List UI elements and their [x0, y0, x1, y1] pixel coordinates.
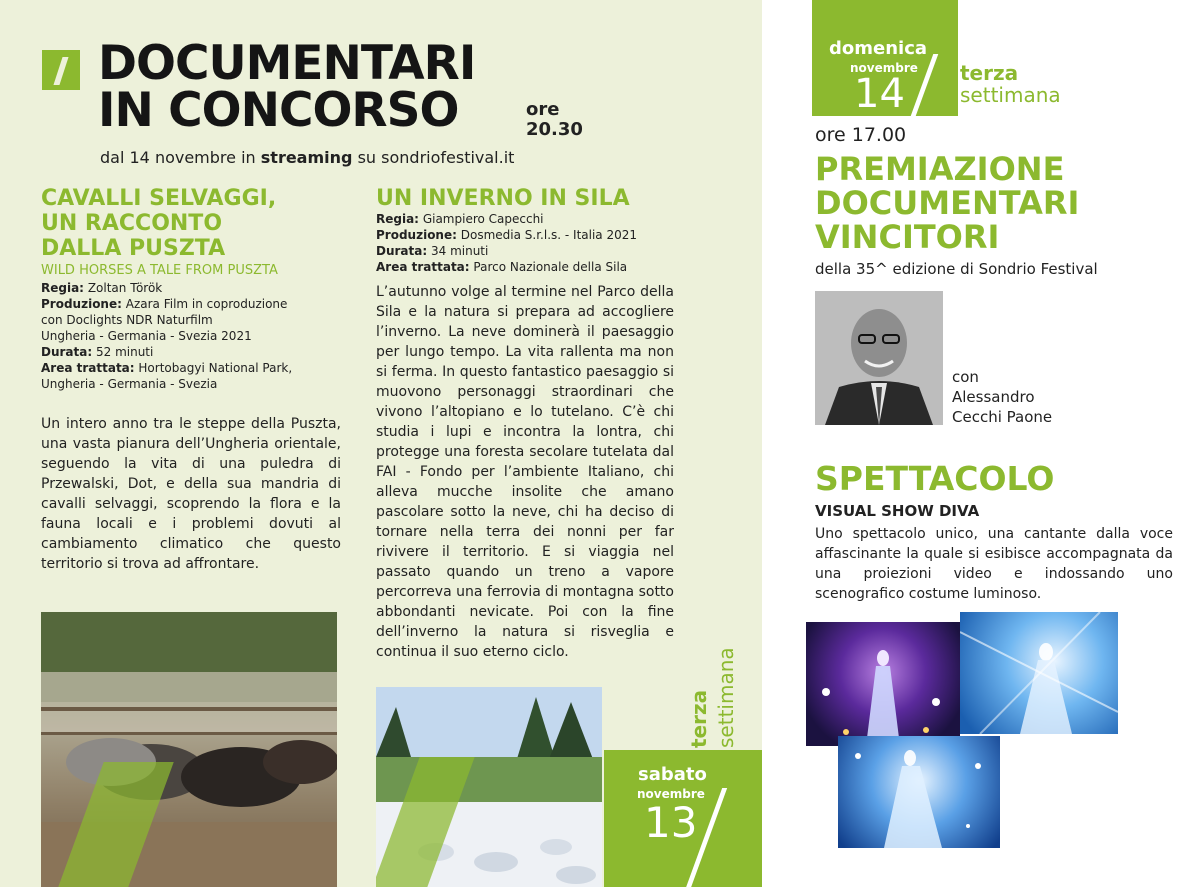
- doc1-title: [41, 186, 341, 261]
- week-label-left-sett: [712, 647, 742, 748]
- doc2-regia-value: Giampiero Capecchi: [422, 212, 544, 226]
- doc2-durata-value: 34 minuti: [430, 244, 489, 258]
- doc1-area-value-1: Hortobagyi National Park,: [138, 361, 293, 375]
- sila-winter-photo: [376, 687, 602, 887]
- date-left-month: novembre: [637, 787, 705, 801]
- week-label-right: [960, 62, 1061, 106]
- light-illustration: [960, 612, 1118, 734]
- wild-horses-photo: [41, 612, 337, 887]
- doc2-produzione-label: Produzione:: [376, 228, 457, 242]
- date-right-number: 14: [854, 71, 905, 117]
- page-title: [98, 36, 476, 138]
- host-con: con: [952, 368, 979, 386]
- show-photo-dress: [838, 736, 1000, 848]
- date-right-day: domenica: [829, 38, 928, 59]
- date-right-month: novembre: [850, 61, 918, 75]
- host-portrait: [815, 291, 943, 425]
- doc1-durata-value: 52 minuti: [95, 345, 154, 359]
- doc2-description: L’autunno volge al termine nel Parco della Sila e la natura si prepara ad accogliere l’inverno. La neve dominerà il paesaggio per lungo tempo. La vita rallenta ma non si ferma. In questo fantastico paesaggio si muovono personaggi straordinari che vivono l’altopiano e lo tutelano. C’è chi studia i lupi e incontra la lontra, chi protegge una foresta secolare tutelata dal FAI - Fondo per l’ambiente Italiano, chi alleva mucche insolite che amano pascolare sotto la neve, chi ha deciso di tornare nella terra dei nonni per far rivivere il territorio. E si viaggia nel passato quando un treno a vapore percorreva una ferrovia di montagna sotto abbondanti nevicate. Poi con la fine dell’inverno la natura si risveglia e continua il suo eterno ciclo.: [376, 284, 674, 660]
- doc1-title-line3: DALLA PUSZTA: [41, 236, 226, 261]
- show-photo-light: [960, 612, 1118, 734]
- subtitle-streaming: streaming: [260, 148, 353, 167]
- doc2-block: [376, 186, 676, 275]
- doc2-produzione-value: Dosmedia S.r.l.s. - Italia 2021: [460, 228, 637, 242]
- doc1-title-line2: UN RACCONTO: [41, 211, 223, 236]
- doc1-produzione-value-1: Azara Film in coproduzione: [125, 297, 288, 311]
- doc1-produzione-label: Produzione:: [41, 297, 122, 311]
- week-left-settimana: settimana: [714, 647, 738, 748]
- spettacolo-description: Uno spettacolo unico, una cantante dalla voce affascinante la quale si esibisce accompagnata da una proiezioni video e indossando uno scenografico costume luminoso.: [815, 526, 1173, 602]
- dress-illustration: [838, 736, 1000, 848]
- time-value: 20.30: [526, 119, 583, 140]
- doc1-area-label: Area trattata:: [41, 361, 135, 375]
- premiazione-title-line1: PREMIAZIONE: [815, 150, 1065, 188]
- date-left-number: 13: [644, 798, 698, 847]
- doc1-title-line1: CAVALLI SELVAGGI,: [41, 186, 277, 211]
- doc1-block: [41, 186, 341, 392]
- host-name-line1: Alessandro: [952, 388, 1035, 406]
- doc2-durata-label: Durata:: [376, 244, 428, 258]
- doc1-english-title: WILD HORSES A TALE FROM PUSZTA: [41, 263, 278, 278]
- spettacolo-title: SPETTACOLO: [815, 459, 1055, 498]
- week-right-terza: terza: [960, 61, 1019, 85]
- doc1-regia-label: Regia:: [41, 281, 84, 295]
- title-line-1: DOCUMENTARI: [98, 36, 476, 91]
- premiazione-title-line3: VINCITORI: [815, 218, 1000, 256]
- host-name-line2: Cecchi Paone: [952, 408, 1053, 426]
- screening-time: [526, 100, 583, 140]
- doc2-area-label: Area trattata:: [376, 260, 470, 274]
- subtitle-prefix: dal 14 novembre in: [100, 148, 256, 167]
- doc2-title: UN INVERNO IN SILA: [376, 186, 630, 211]
- doc1-regia-value: Zoltan Török: [87, 281, 163, 295]
- subtitle-suffix: su sondriofestival.it: [357, 148, 515, 167]
- show-photo-stage: [806, 622, 960, 746]
- streaming-subtitle: [100, 148, 514, 167]
- doc1-meta: [41, 280, 341, 392]
- doc1-area-value-2: Ungheria - Germania - Svezia: [41, 377, 218, 391]
- date-badge-sabato: [604, 750, 762, 887]
- week-left-terza: terza: [687, 689, 711, 748]
- stage-illustration: [806, 622, 960, 746]
- doc1-description: Un intero anno tra le steppe della Puszta, una vasta pianura dell’Ungheria orientale, seguendo la vita di una puledra di Przewalski, Dot, e della sua mandria di cavalli selvaggi, scoprendo la flora e la fauna locali e i problemi dovuti al cambiamento climatico che questo territorio si trova ad affrontare.: [41, 416, 341, 572]
- doc2-meta: [376, 211, 676, 275]
- time-ore-label: ore: [526, 99, 560, 120]
- premiazione-title: [815, 152, 1079, 254]
- doc1-produzione-value-2: con Doclights NDR Naturfilm: [41, 313, 213, 327]
- date-left-day: sabato: [638, 764, 707, 785]
- title-slash-mark: [42, 50, 80, 90]
- premiazione-edition: della 35^ edizione di Sondrio Festival: [815, 260, 1098, 278]
- doc2-area-value: Parco Nazionale della Sila: [473, 260, 628, 274]
- right-page: [762, 0, 1200, 887]
- premiazione-time: ore 17.00: [815, 124, 907, 146]
- spettacolo-subtitle: VISUAL SHOW DIVA: [815, 502, 980, 520]
- date-badge-domenica: [812, 0, 958, 116]
- doc2-regia-label: Regia:: [376, 212, 419, 226]
- title-line-2: IN CONCORSO: [98, 83, 459, 138]
- premiazione-title-line2: DOCUMENTARI: [815, 184, 1080, 222]
- doc1-durata-label: Durata:: [41, 345, 93, 359]
- host-credit: [952, 367, 1052, 427]
- host-portrait-photo: [815, 291, 943, 425]
- week-right-settimana: settimana: [960, 83, 1061, 107]
- doc1-produzione-value-3: Ungheria - Germania - Svezia 2021: [41, 329, 252, 343]
